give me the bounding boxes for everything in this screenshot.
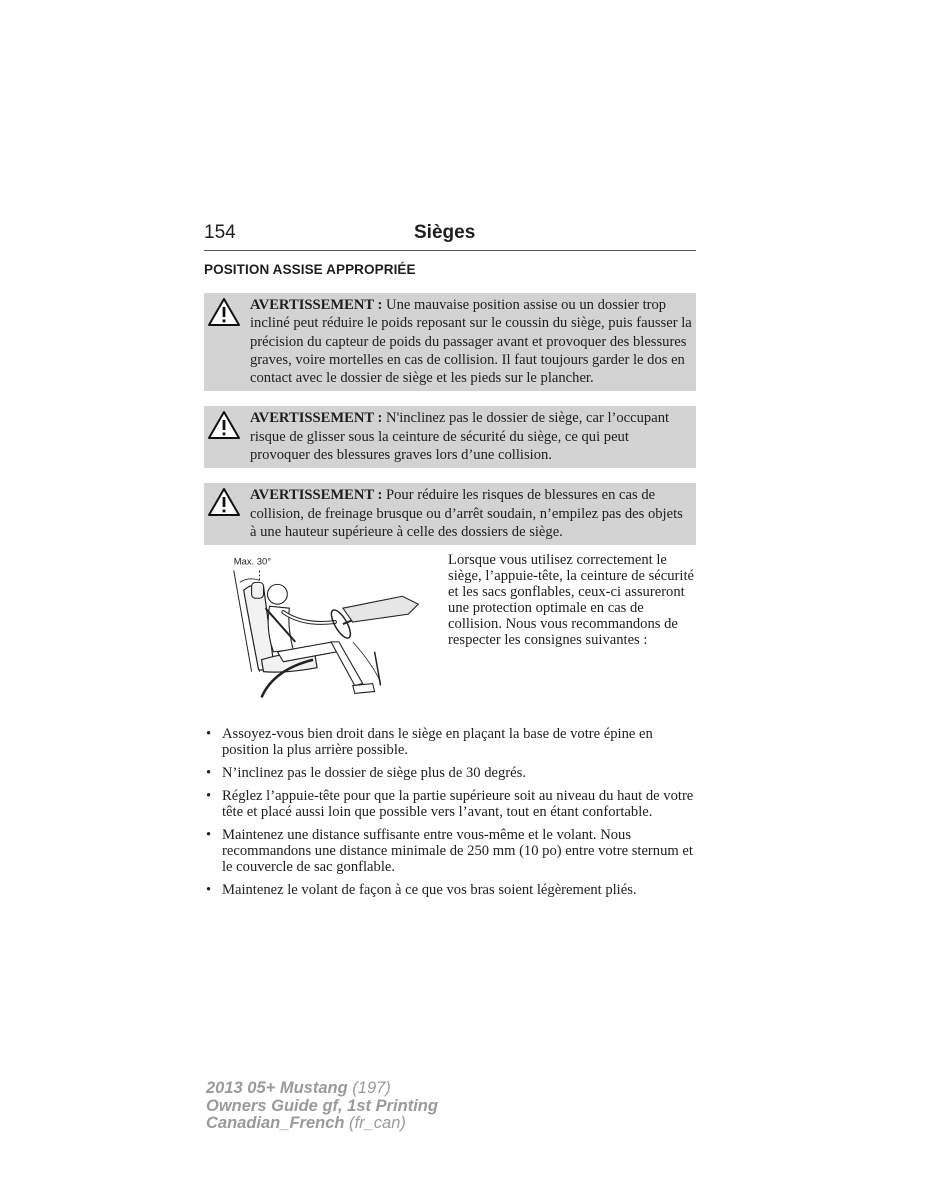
- list-item: • Assoyez-vous bien droit dans le siège en plaçant la base de votre épine en position la plus arrière possible.: [204, 726, 696, 758]
- warning-triangle-icon: [207, 297, 241, 327]
- warning-label: AVERTISSEMENT :: [250, 410, 383, 427]
- warning-body: N'inclinez pas le dossier de siège, car l’occupant risque de glisser sous la ceinture de sécurité du siège, ce qui peut provoquer des blessures graves lors d’une collision.: [250, 410, 670, 464]
- warning-text-1: [209, 296, 692, 387]
- list-item: • Réglez l’appuie-tête pour que la partie supérieure soit au niveau du haut de votre tête et placé aussi loin que possible vers l’avant, tout en étant confortable.: [204, 788, 696, 820]
- footer-edition: Owners Guide gf, 1st Printing: [206, 1096, 438, 1115]
- warning-body: Pour réduire les risques de blessures en cas de collision, de freinage brusque ou d’arrêt soudain, n’empilez pas des objets à une hauteur supérieure à celle des dossiers de siège.: [250, 487, 683, 540]
- list-item: • Maintenez une distance suffisante entre vous-même et le volant. Nous recommandons une distance minimale de 250 mm (10 po) entre votre sternum et le couvercle de sac gonflable.: [204, 827, 696, 875]
- footer-line-2: [206, 1098, 438, 1116]
- footer-model: 2013 05+ Mustang: [206, 1079, 348, 1097]
- section-title: POSITION ASSISE APPROPRIÉE: [204, 262, 416, 277]
- page-footer: [206, 1080, 438, 1133]
- warning-text-2: [209, 409, 692, 464]
- figure-description: Lorsque vous utilisez correctement le siège, l’appuie-tête, la ceinture de sécurité et les sacs gonflables, ceux-ci assureront une protection optimale en cas de collision. Nous vous recommandons de respecter les consignes suivantes :: [448, 552, 694, 649]
- list-item: • N’inclinez pas le dossier de siège plus de 30 degrés.: [204, 765, 696, 781]
- warning-triangle-icon: [207, 410, 241, 440]
- warning-box-2: [204, 406, 696, 468]
- list-item: • Maintenez le volant de façon à ce que vos bras soient légèrement pliés.: [204, 882, 696, 898]
- page-header: [204, 222, 696, 251]
- page-content: [204, 222, 696, 905]
- warning-box-3: [204, 483, 696, 545]
- footer-line-3: [206, 1115, 438, 1133]
- warning-label: AVERTISSEMENT :: [250, 487, 383, 504]
- warning-label: AVERTISSEMENT :: [250, 297, 383, 313]
- warning-text-3: [209, 486, 692, 541]
- footer-line-1: [206, 1080, 438, 1098]
- footer-page-code: (197): [347, 1079, 391, 1097]
- figure-row: [204, 552, 696, 704]
- footer-locale: (fr_can): [344, 1114, 406, 1132]
- page-number: 154: [204, 222, 236, 243]
- warning-body: Une mauvaise position assise ou un dossier trop incliné peut réduire le poids reposant sur le coussin du siège, puis fausser la précision du capteur de poids du passager avant et provoquer des blessures graves, voire mortelles en cas de collision. Il faut toujours garder le dos en contact avec le dossier de siège et les pieds sur le plancher.: [250, 297, 692, 387]
- max-angle-label: Max. 30°: [233, 555, 271, 567]
- seating-position-illustration: [204, 552, 442, 704]
- warning-triangle-icon: [207, 487, 241, 517]
- chapter-title: Sièges: [414, 222, 476, 243]
- recommendations-list: [204, 726, 696, 898]
- footer-language: Canadian_French: [206, 1114, 345, 1132]
- warning-box-1: [204, 293, 696, 391]
